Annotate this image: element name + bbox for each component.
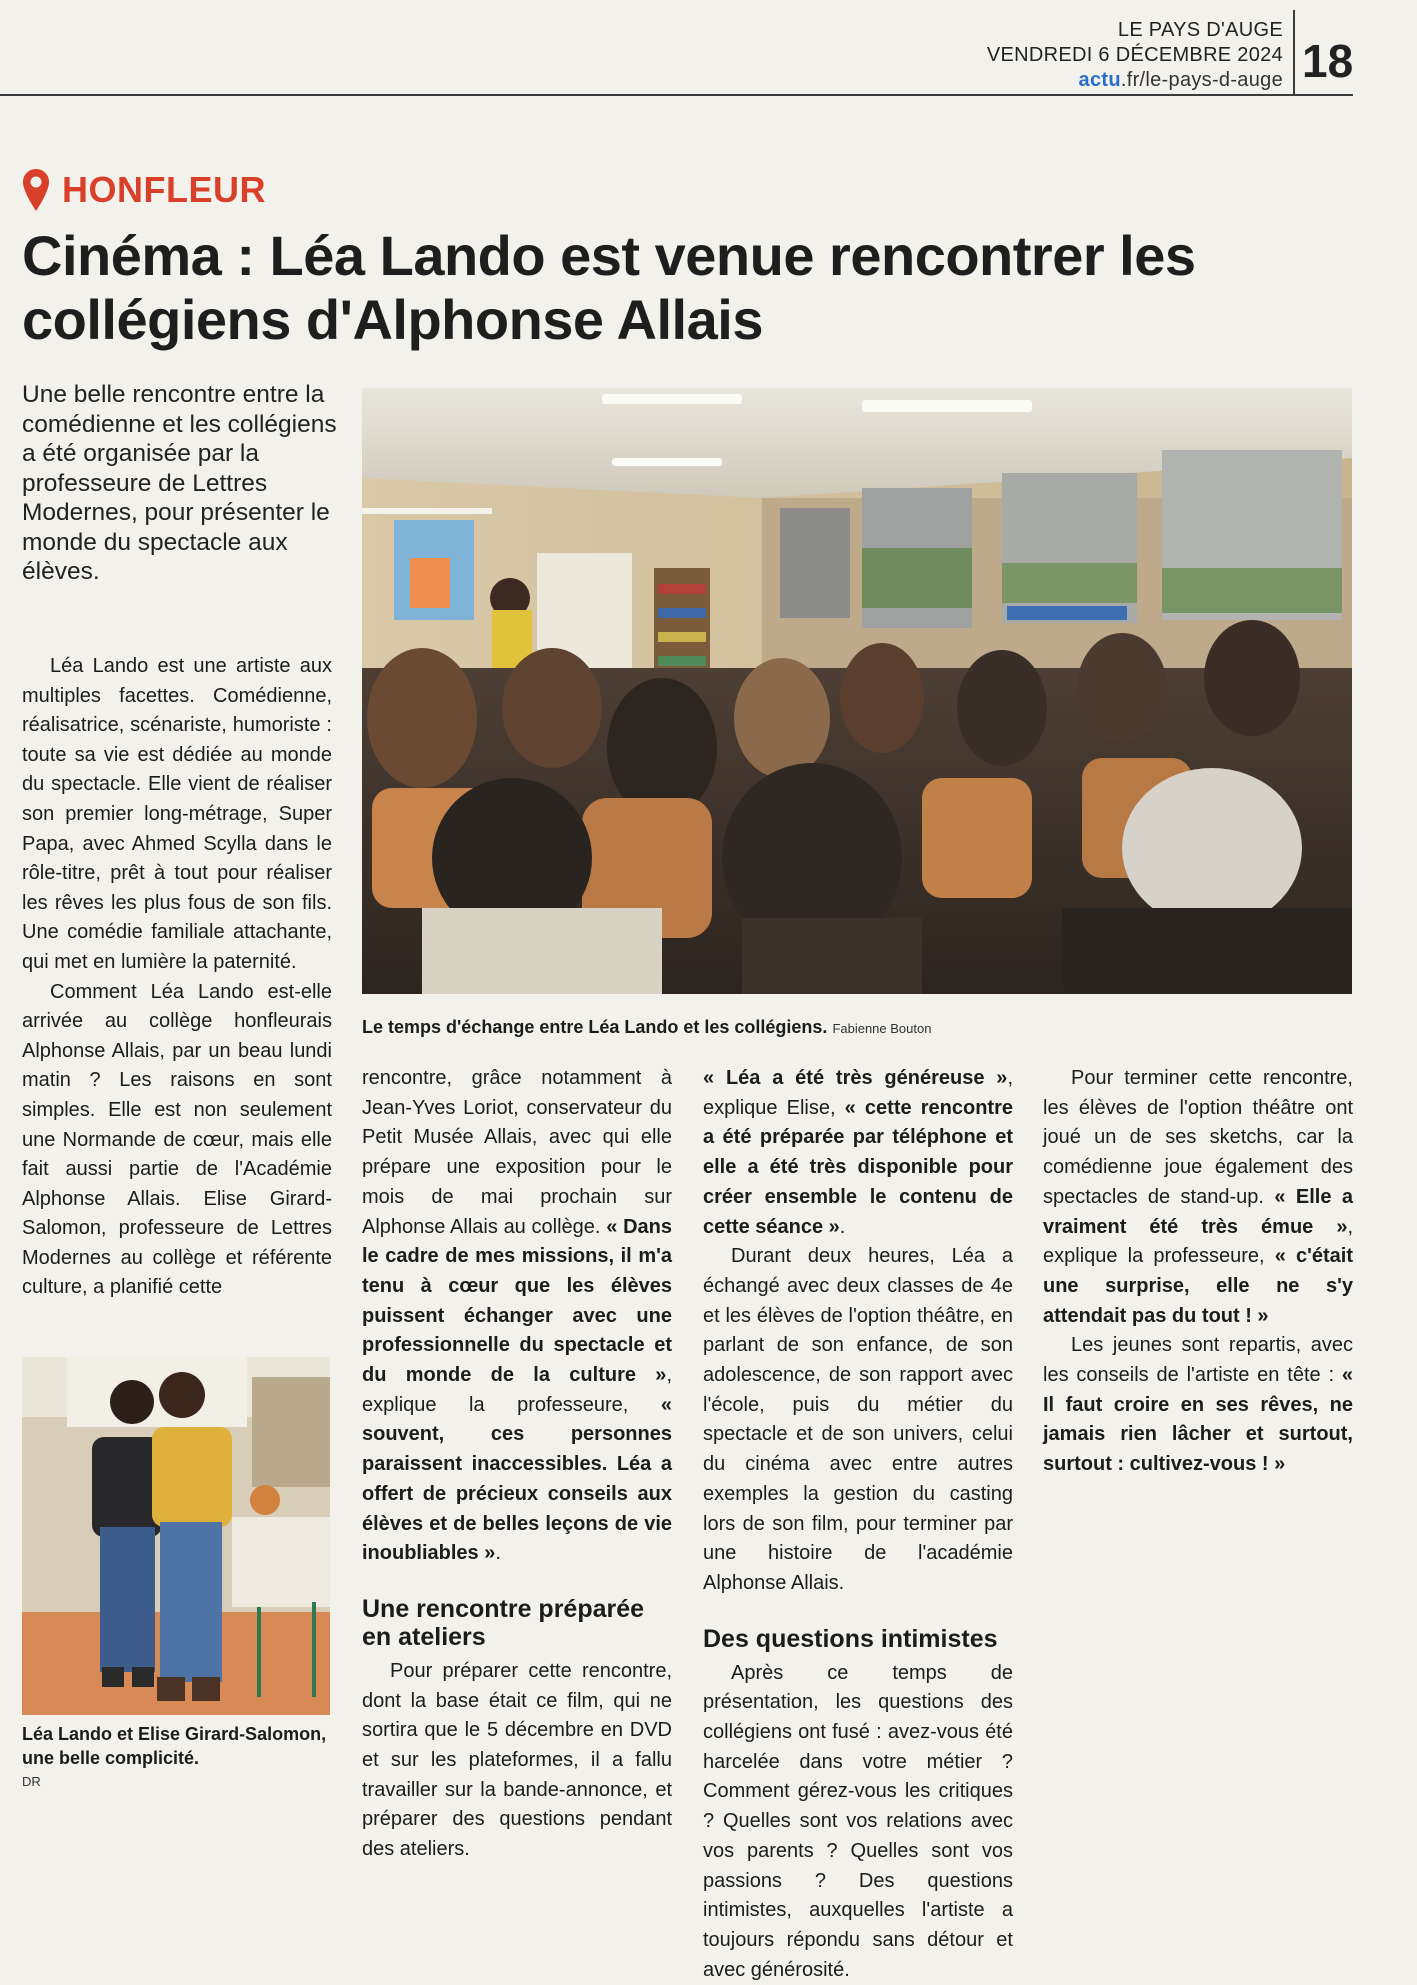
body-paragraph-6-start: Après ce temps de présentation, les questions des collégiens ont fusé : avez-vous été harcelée dans votre métier ? Comment gérez-vous les critiques ? Quelles sont vos relations avec vos parents ? Quelles sont vos passions ? Des questions intimistes, auxquelles l'artiste a toujours répondu sans détour et avec générosité.: [703, 1661, 1013, 1981]
url-accent: actu: [1078, 69, 1121, 91]
quote-elise-2: « cette rencontre a été préparée par téléphone et elle a été très disponible pour créer ensemble le contenu de cette séance »: [703, 1096, 1013, 1238]
main-photo-caption: [362, 1016, 1352, 1040]
page-header: [987, 18, 1283, 93]
bleed-through-header: [420, 0, 446, 99]
body-paragraph-4-cont: [703, 1064, 1013, 1242]
article-column-2: [362, 1064, 672, 1865]
quote-emotion: « Elle a vraiment été très émue »: [1043, 1185, 1354, 1238]
subheading-questions: Des questions intimistes: [703, 1624, 998, 1653]
paragraph-7-attribution: , explique la professeure,: [1043, 1215, 1353, 1268]
body-paragraph-1: Léa Lando est une artiste aux multiples facettes. Comédienne, réalisatrice, scénariste, humoriste : toute sa vie est dédiée au monde du spectacle. Elle vient de réaliser son premier long-métrage, Super Papa, avec Ahmed Scylla dans le rôle-titre, prêt à tout pour réaliser les rêves les plus fous de son fils. Une comédie familiale attachante, qui met en lumière la paternité.: [22, 655, 332, 973]
body-paragraph-4-start: Pour préparer cette rencontre, dont la base était ce film, qui ne sortira que le 5 décembre en DVD et sur les plateformes, il a fallu travailler sur la bande-annonce, et préparer des questions pendant des ateliers.: [362, 1659, 672, 1861]
publication-url[interactable]: [987, 68, 1283, 93]
body-paragraph-7: [1043, 1064, 1353, 1331]
issue-date: VENDREDI 6 DÉCEMBRE 2024: [986, 44, 1283, 66]
body-paragraph-3: [362, 1064, 672, 1569]
page-number: 18: [1302, 35, 1354, 87]
article-lede: Une belle rencontre entre la comédienne et les collégiens a été organisée par la professeure de Lettres Modernes, pour présenter le monde du spectacle aux élèves.: [22, 381, 337, 585]
quote-professor-2: « souvent, ces personnes paraissent inaccessibles. Léa a offert de précieux conseils aux élèves et de belles leçons de vie inoubliables »: [362, 1393, 672, 1565]
article-column-1: [22, 652, 332, 1303]
paragraph-4-end: .: [839, 1215, 846, 1238]
paragraph-4-attribution: , explique Elise,: [703, 1067, 1013, 1119]
publication-name: LE PAYS D'AUGE: [1117, 19, 1283, 41]
main-caption-text: Le temps d'échange entre Léa Lando et les collégiens.: [362, 1017, 828, 1037]
body-paragraph-2: Comment Léa Lando est-elle arrivée au collège honfleurais Alphonse Allais, par un beau lundi matin ? Les raisons en sont simples. Elle est non seulement une Normande de cœur, mais elle fait aussi partie de l'Académie Alphonse Allais. Elise Girard-Salomon, professeure de Lettres Modernes au collège et référente culture, a planifié cette: [22, 980, 332, 1299]
secondary-photo-credit: DR: [22, 1774, 41, 1789]
article-column-4: [1043, 1064, 1353, 1480]
location-pin-icon: [22, 168, 50, 212]
quote-professor-1: « Dans le cadre de mes missions, il m'a tenu à cœur que les élèves puissent échanger avec une professionnelle du spectacle et du monde de la culture »: [362, 1215, 673, 1387]
quote-elise-1: « Léa a été très généreuse »: [703, 1067, 1008, 1089]
paragraph-7-text: Pour terminer cette rencontre, les élèves de l'option théâtre ont joué un de ses sketchs, car la comédienne joue également des spectacles de stand-up.: [1043, 1067, 1353, 1208]
main-photo: [362, 388, 1352, 994]
header-divider: [1293, 10, 1295, 94]
quote-surprise: « c'était une surprise, elle ne s'y attendait pas du tout ! »: [1043, 1245, 1353, 1327]
subheading-ateliers: Une rencontre préparée en ateliers: [362, 1594, 645, 1651]
secondary-photo-caption: [22, 1722, 342, 1794]
article-column-3: [703, 1064, 1013, 1985]
body-paragraph-8: [1043, 1331, 1353, 1480]
secondary-caption-text: Léa Lando et Elise Girard-Salomon, une belle complicité.: [22, 1724, 327, 1768]
paragraph-3-end: .: [495, 1542, 501, 1565]
paragraph-3-attribution: , explique la professeure,: [362, 1364, 672, 1416]
closing-quote: « Il faut croire en ses rêves, ne jamais rien lâcher et surtout, surtout : cultivez-vous ! »: [1043, 1364, 1353, 1476]
paragraph-8-text: Les jeunes sont repartis, avec les conseils de l'artiste en tête :: [1043, 1334, 1353, 1387]
paragraph-3-text: rencontre, grâce notamment à Jean-Yves Loriot, conservateur du Petit Musée Allais, avec qui elle prépare une exposition pour le mois de mai prochain sur Alphonse Allais au collège.: [362, 1067, 672, 1238]
article-headline: Cinéma : Léa Lando est venue rencontrer les collégiens d'Alphonse Allais: [22, 224, 1196, 351]
main-photo-credit: Fabienne Bouton: [832, 1021, 932, 1036]
body-paragraph-5: Durant deux heures, Léa a échangé avec deux classes de 4e et les élèves de l'option théâtre, en parlant de son enfance, de son adolescence, de son rapport avec l'école, puis du métier du spectacle et de son univers, celui du cinéma avec entre autres exemples la gestion du casting lors de son film, pour terminer par une histoire de l'académie Alphonse Allais.: [703, 1245, 1013, 1594]
section-location: [22, 168, 266, 212]
secondary-photo: [22, 1357, 330, 1715]
location-label: HONFLEUR: [62, 169, 266, 210]
url-path: .fr/le-pays-d-auge: [1120, 69, 1283, 91]
header-rule: [0, 94, 1353, 96]
